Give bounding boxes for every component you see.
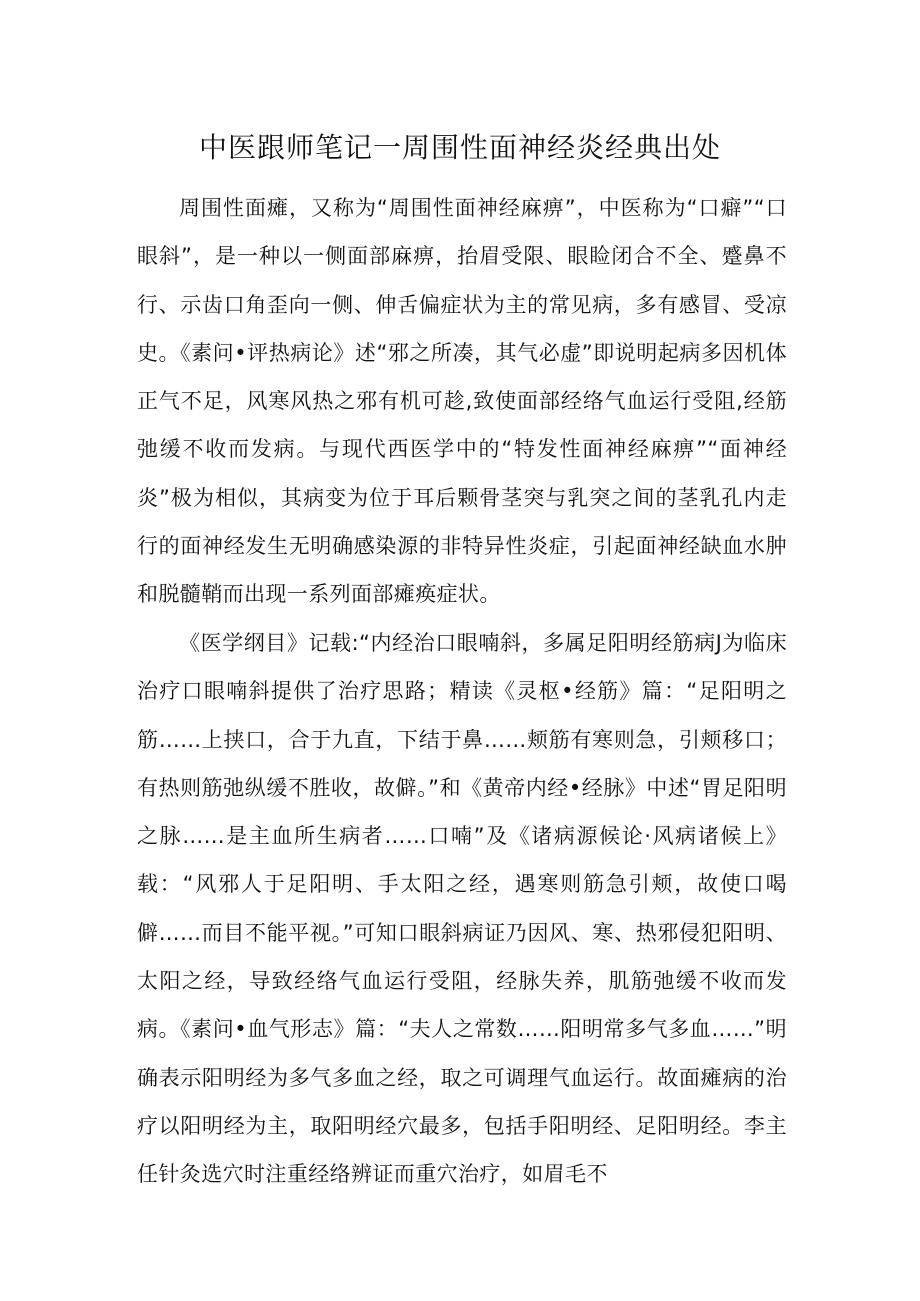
document-title: 中医跟师笔记一周围性面神经炎经典出处: [198, 131, 721, 164]
paragraph-2: 《医学纲目》记载:“内经治口眼喃斜，多属足阳明经筋病J为临床治疗口眼喃斜提供了治疗思路；精读《灵枢•经筋》篇：“足阳明之筋……上挟口，合于九直，下结于鼻……颊筋有寒则急，引颊移口；有热则筋弛纵缓不胜收，故僻。”和《黄帝内经•经脉》中述“胃足阳明之脉……是主血所生病者……口喃”及《诸病源候论·风病诸候上》载：“风邪人于足阳明、手太阳之经，遇寒则筋急引颊，故使口喝僻……而目不能平视。”可知口眼斜病证乃因风、寒、热邪侵犯阳明、太阳之经，导致经络气血运行受阻，经脉失养，肌筋弛缓不收而发病。《素问•血气形志》篇：“夫人之常数……阳明常多气多血……”明确表示阳明经为多气多血之经，取之可调理气血运行。故面瘫病的治疗以阳明经为主，取阳明经穴最多，包括手阳明经、足阳明经。李主任针灸选穴时注重经络辨证而重穴治疗，如眉毛不: [137, 631, 787, 1187]
paragraph-1: 周围性面瘫，又称为“周围性面神经麻痹”，中医称为“口癖”“口眼斜”，是一种以一侧面部麻痹，抬眉受限、眼睑闭合不全、蹙鼻不行、示齿口角歪向一侧、伸舌偏症状为主的常见病，多有感冒、受凉史。《素问•评热病论》述“邪之所凑，其气必虚”即说明起病多因机体正气不足，风寒风热之邪有机可趁,致使面部经络气血运行受阻,经筋弛缓不收而发病。与现代西医学中的“特发性面神经麻痹”“面神经炎”极为相似，其病变为位于耳后颗骨茎突与乳突之间的茎乳孔内走行的面神经发生无明确感染源的非特异性炎症，引起面神经缺血水肿和脱髓鞘而出现一系列面部瘫痪症状。: [137, 196, 787, 607]
